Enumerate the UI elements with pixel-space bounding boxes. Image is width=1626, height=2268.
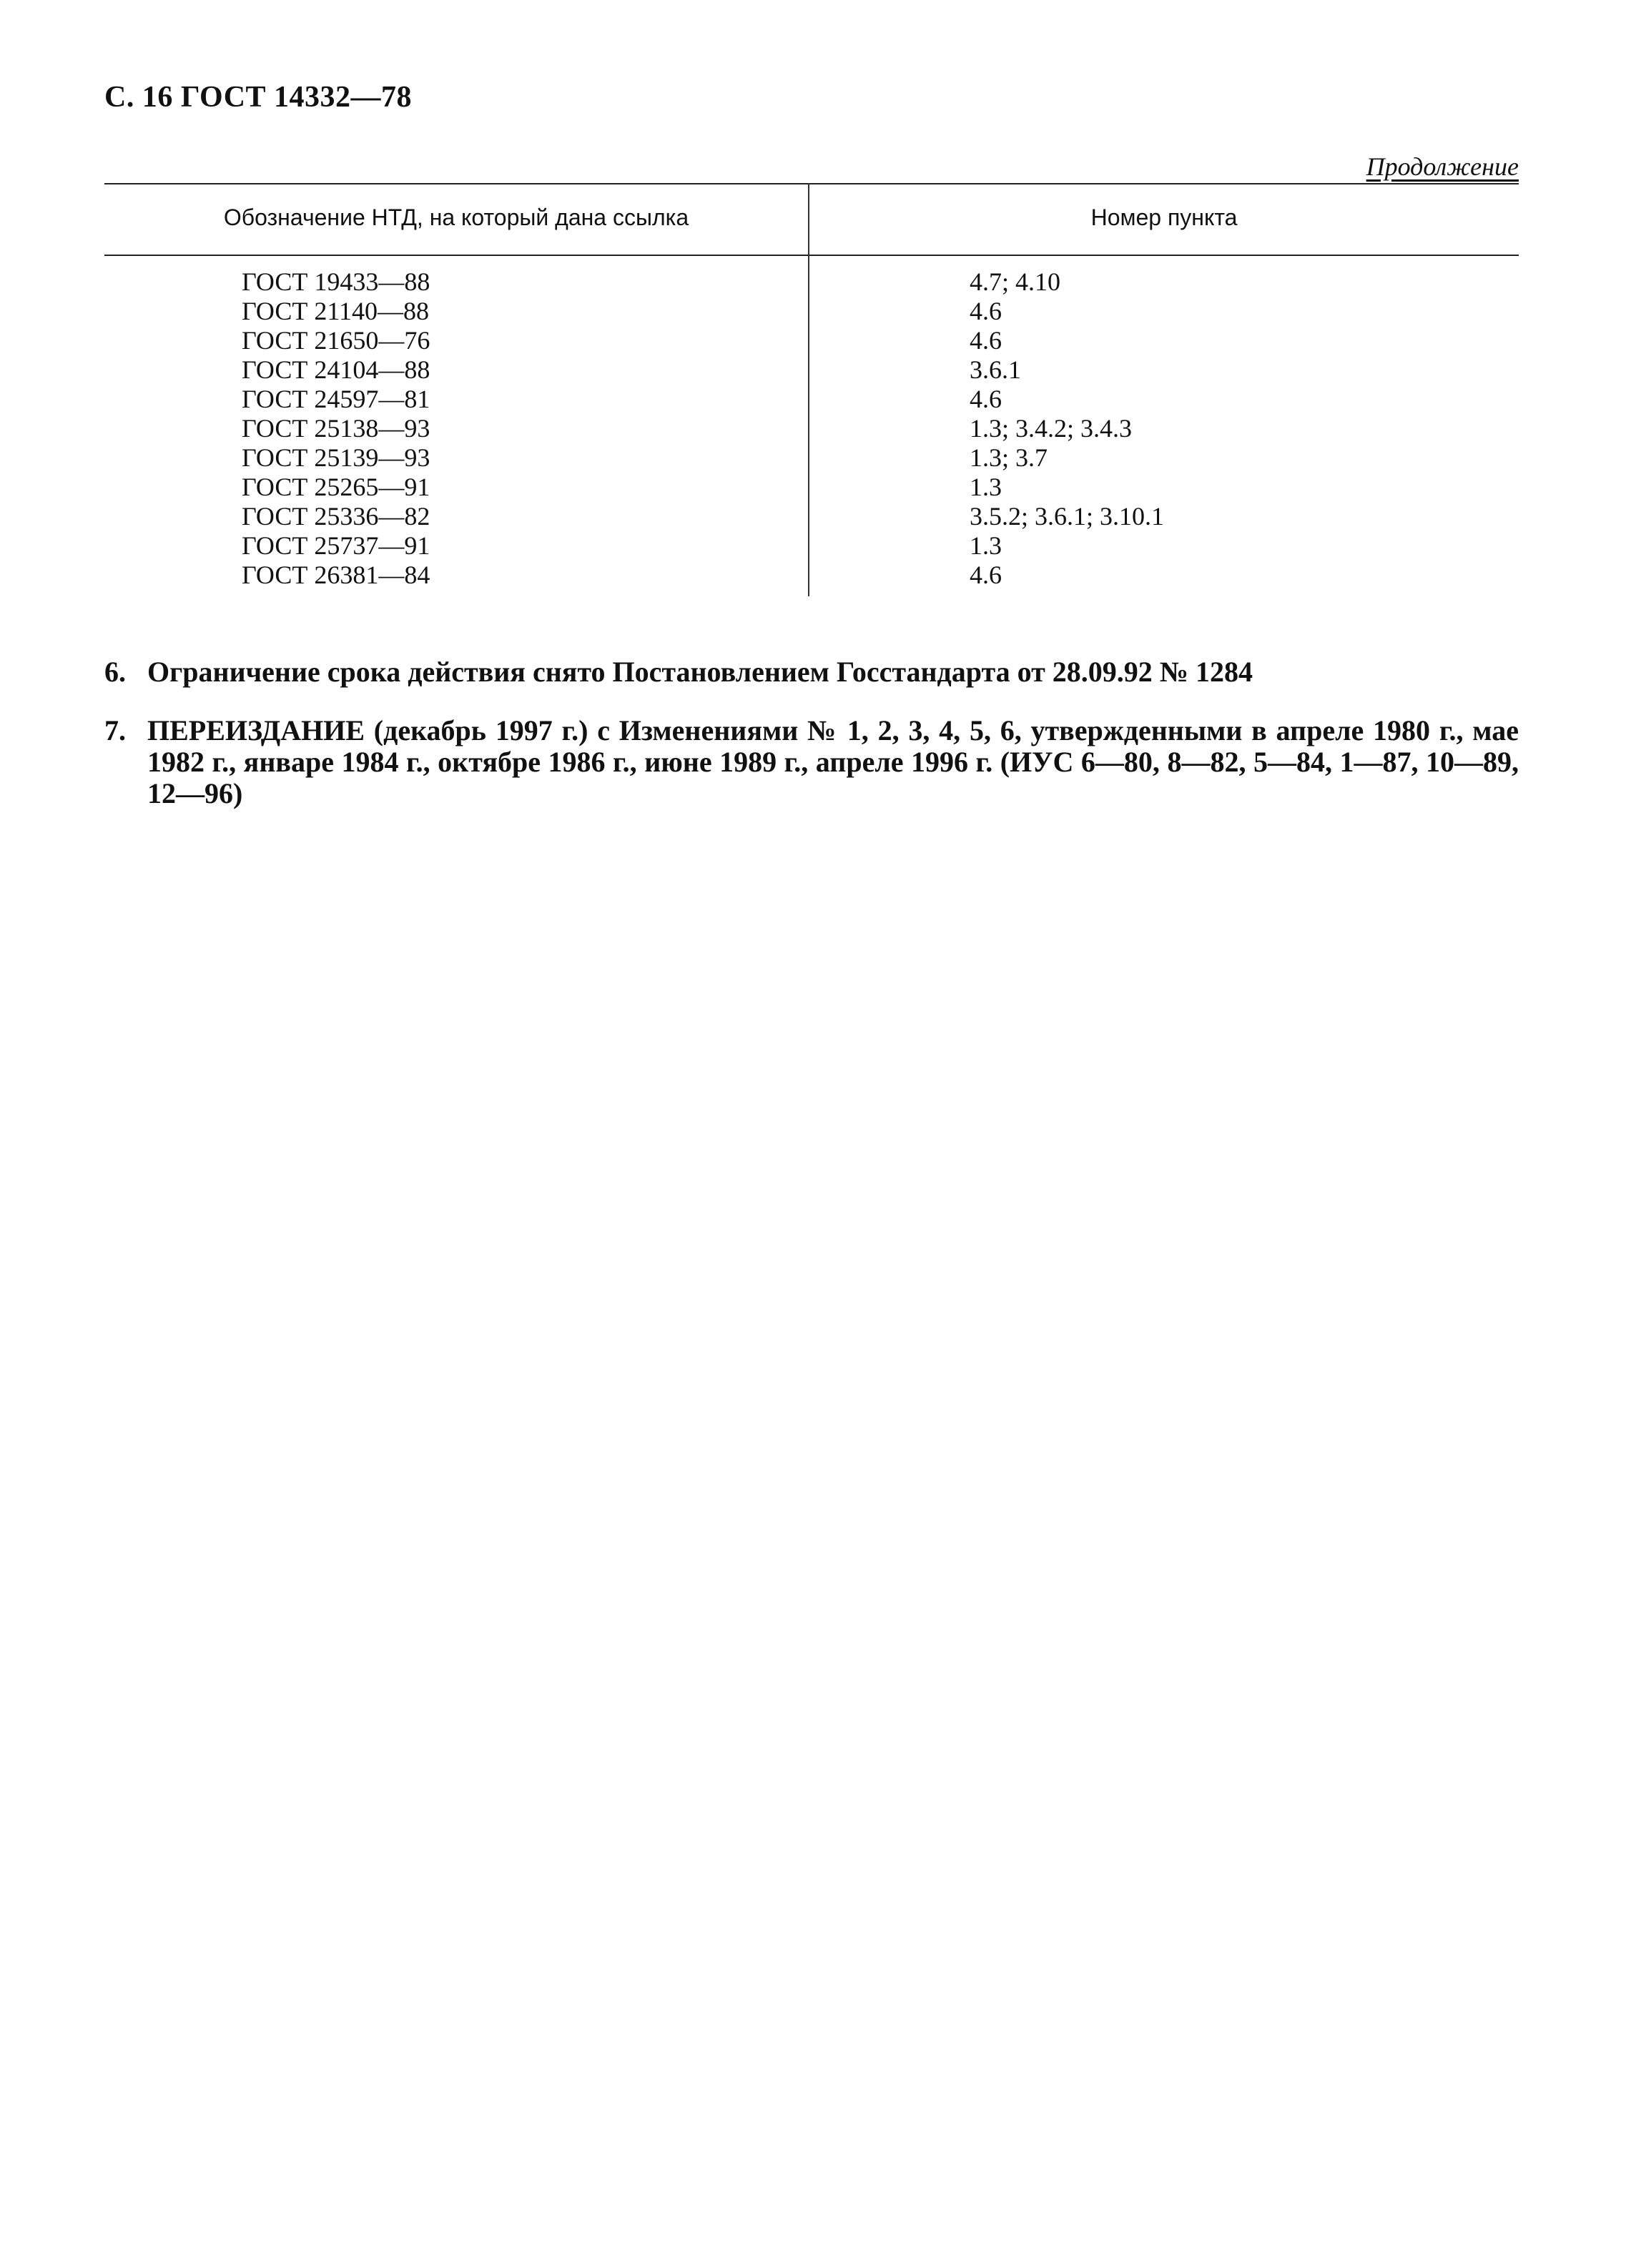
clause-cell: 4.6 [970,326,1002,355]
table-header-rule [104,255,1519,256]
table-header-clause: Номер пункта [1090,204,1238,230]
table-top-rule [104,183,1519,184]
reference-cell: ГОСТ 21140—88 [242,297,430,325]
table-row [104,355,1519,385]
note-number: 7. [104,714,126,746]
table-body [104,267,1519,590]
page-header: С. 16 ГОСТ 14332—78 [104,81,413,114]
note-text: ПЕРЕИЗДАНИЕ (декабрь 1997 г.) с Изменениями № 1, 2, 3, 4, 5, 6, утвержденными в апреле 1980 г., мае 1982 г., январе 1984 г., октябре 1986 г., июне 1989 г., апреле 1996 г. (ИУС 6—80, 8—82, 5—84, 1—87, 10—89, 12—96) [147,714,1519,809]
clause-cell: 3.6.1 [970,355,1021,384]
reference-cell: ГОСТ 19433—88 [242,267,430,296]
table-row [104,267,1519,297]
reference-cell: ГОСТ 25138—93 [242,414,430,443]
table-row [104,414,1519,443]
clause-cell: 1.3; 3.7 [970,443,1048,472]
note-item [104,656,1519,688]
clause-cell: 4.6 [970,561,1002,589]
table-row [104,531,1519,561]
clause-cell: 1.3 [970,531,1002,560]
table-row [104,385,1519,414]
clause-cell: 1.3; 3.4.2; 3.4.3 [970,414,1133,443]
table-row [104,443,1519,473]
reference-cell: ГОСТ 25737—91 [242,531,430,560]
notes-section [104,656,1519,837]
table-header-reference: Обозначение НТД, на который дана ссылка [223,204,689,230]
continuation-label: Продолжение [1366,152,1519,181]
reference-cell: ГОСТ 25336—82 [242,502,430,531]
reference-cell: ГОСТ 24597—81 [242,385,430,413]
table-row [104,473,1519,502]
table-row [104,561,1519,590]
reference-cell: ГОСТ 21650—76 [242,326,430,355]
table-row [104,297,1519,326]
note-number: 6. [104,656,126,688]
table-row [104,502,1519,531]
reference-cell: ГОСТ 25265—91 [242,473,430,501]
clause-cell: 1.3 [970,473,1002,501]
table-row [104,326,1519,355]
reference-cell: ГОСТ 25139—93 [242,443,430,472]
reference-cell: ГОСТ 24104—88 [242,355,430,384]
note-text: Ограничение срока действия снято Постановлением Госстандарта от 28.09.92 № 1284 [147,656,1253,688]
reference-cell: ГОСТ 26381—84 [242,561,430,589]
note-item [104,715,1519,809]
clause-cell: 4.6 [970,297,1002,325]
clause-cell: 4.7; 4.10 [970,267,1061,296]
clause-cell: 3.5.2; 3.6.1; 3.10.1 [970,502,1165,531]
clause-cell: 4.6 [970,385,1002,413]
